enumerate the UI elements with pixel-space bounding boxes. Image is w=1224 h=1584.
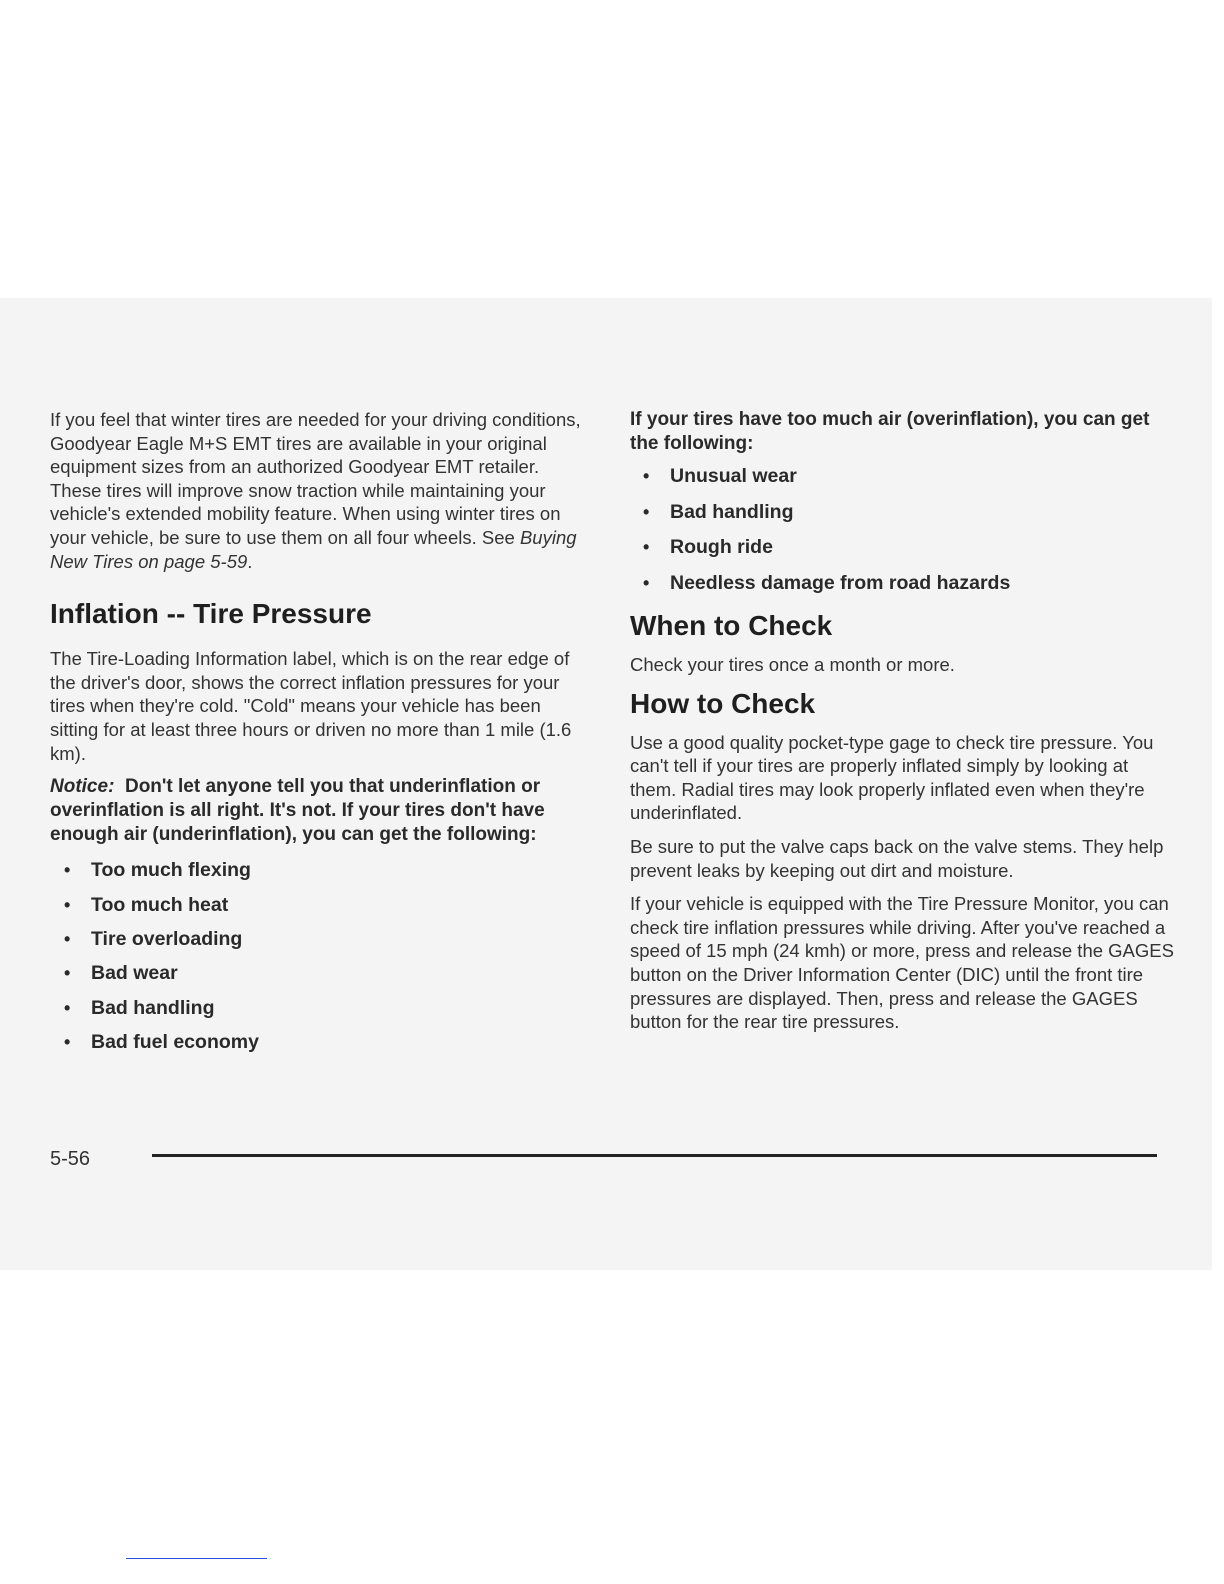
overinflation-list (670, 459, 1175, 601)
winter-tires-paragraph (50, 408, 590, 573)
list-item: • Tire overloading (91, 922, 590, 956)
list-item: • Bad handling (91, 991, 590, 1025)
valve-caps-paragraph: Be sure to put the valve caps back on the valve stems. They help prevent leaks by keeping out dirt and moisture. (630, 835, 1164, 881)
notice-paragraph (50, 775, 590, 847)
inflation-heading: Inflation -- Tire Pressure (50, 598, 372, 630)
footer-rule (152, 1154, 1157, 1157)
winter-tires-text: If you feel that winter tires are needed for your driving conditions, Goodyear Eagle M+S EMT tires are available in your original equipment sizes from an authorized Goodyear EMT retailer. These tires will improve snow traction while maintaining your vehicle's extended mobility feature. When using winter tires on your vehicle, be sure to use them on all four wheels. See (50, 409, 581, 548)
left-column (50, 408, 590, 1059)
underinflation-list (91, 853, 590, 1059)
underline-divider (126, 1558, 267, 1559)
list-item: • Too much flexing (91, 853, 590, 887)
how-to-check-heading: How to Check (630, 687, 816, 719)
list-item: • Bad handling (670, 495, 1175, 531)
page-number: 5-56 (50, 1148, 91, 1170)
notice-text: Don't let anyone tell you that underinflation or overinflation is all right. It's not. If your tires don't have enough air (underinflation), you can get the following: (50, 776, 545, 846)
overinflation-lead: If your tires have too much air (overinflation), you can get the following: (630, 409, 1150, 454)
buying-new-tires-reference[interactable]: Buying New Tires on page 5-59 (50, 526, 577, 572)
list-item: • Bad wear (91, 956, 590, 990)
list-item: • Unusual wear (670, 459, 1175, 495)
winter-tires-end: . (247, 550, 253, 572)
when-to-check-heading: When to Check (630, 610, 833, 641)
list-item: • Bad fuel economy (91, 1025, 590, 1059)
list-item: • Rough ride (670, 530, 1175, 566)
right-column (630, 408, 1175, 1044)
gage-paragraph: Use a good quality pocket-type gage to check tire pressure. You can't tell if your tires are properly inflated simply by looking at them. Radial tires may look properly inflated even when they're underinflated. (630, 731, 1154, 824)
tire-loading-paragraph: The Tire-Loading Information label, which is on the rear edge of the driver's door, shows the correct inflation pressures for your tires when they're cold. "Cold" means your vehicle has been sitting for at least three hours or driven no more than 1 mile (1.6 km). (50, 648, 572, 764)
tire-pressure-monitor-paragraph: If your vehicle is equipped with the Tire Pressure Monitor, you can check tire inflation pressures while driving. After you've reached a speed of 15 mph (24 kmh) or more, press and release the GAGES button on the Driver Information Center (DIC) until the front tire pressures are displayed. Then, press and release the GAGES button for the rear tire pressures. (630, 893, 1174, 1033)
list-item: • Needless damage from road hazards (670, 566, 1175, 602)
list-item: • Too much heat (91, 888, 590, 922)
when-to-check-text: Check your tires once a month or more. (630, 654, 955, 675)
notice-label: Notice: (50, 776, 115, 798)
